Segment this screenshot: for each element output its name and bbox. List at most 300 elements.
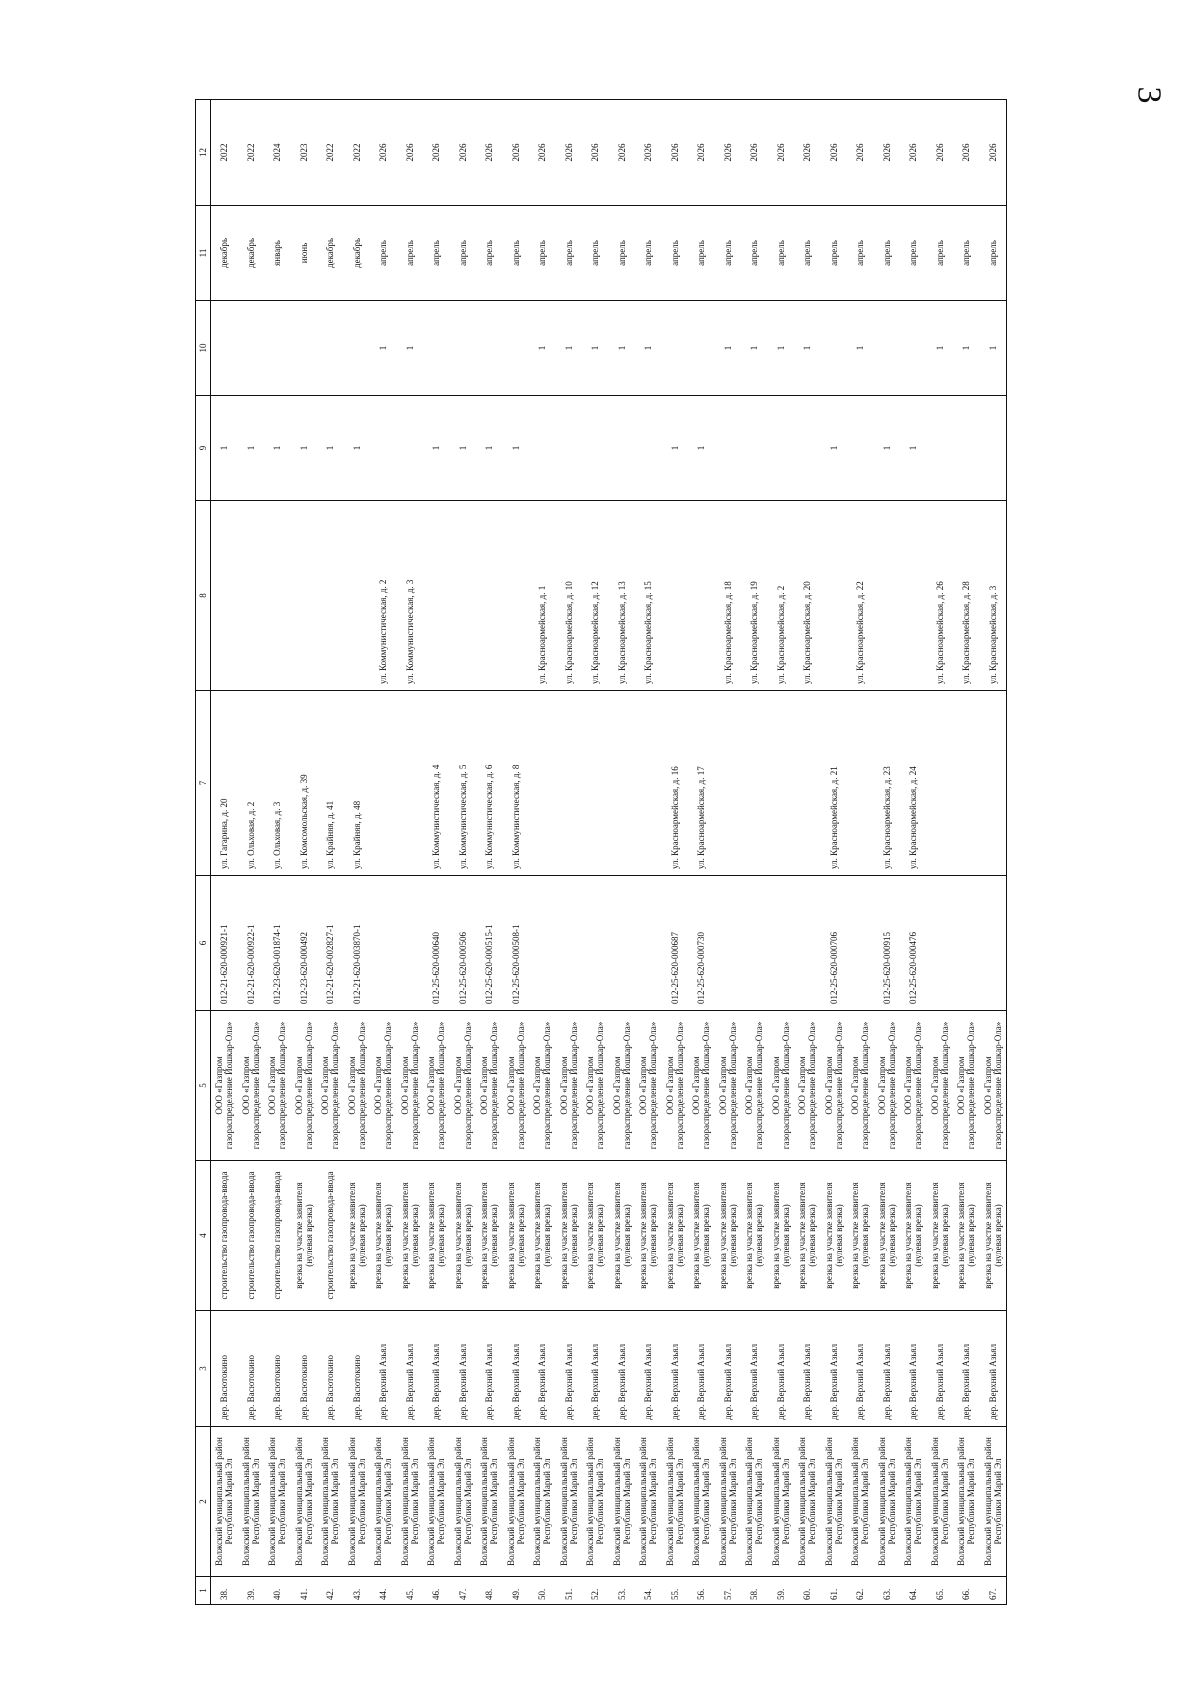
- row-number-cell: [317, 1577, 344, 1605]
- address-alt-text: ул. Красноармейская, д. 3: [987, 585, 998, 684]
- address-cell: [317, 691, 344, 876]
- work-type-cell: [900, 1161, 927, 1311]
- address-alt-cell: [291, 501, 318, 691]
- district-cell: [529, 1427, 556, 1577]
- row-number: 51.: [563, 1588, 574, 1600]
- work-type-line: (нулевая врезка): [807, 1204, 818, 1267]
- year-cell: [980, 100, 1007, 206]
- month-text: апрель: [457, 240, 468, 266]
- district-line: Волжский муниципальный район: [611, 1437, 622, 1566]
- count-alt-value: 1: [855, 345, 866, 351]
- work-type-cell: [211, 1161, 238, 1311]
- address-text: ул. Коммунистическая, д. 4: [431, 764, 442, 869]
- address-cell: [291, 691, 318, 876]
- work-type-cell: [874, 1161, 901, 1311]
- table-row: [688, 100, 715, 1605]
- application-number: 012-21-620-000922-1: [245, 924, 256, 1004]
- row-number-cell: [582, 1577, 609, 1605]
- row-number-cell: [874, 1577, 901, 1605]
- district-cell: [980, 1427, 1007, 1577]
- table-row: [423, 100, 450, 1605]
- district-line: Волжский муниципальный район: [373, 1437, 384, 1566]
- table-row: [344, 100, 371, 1605]
- application-number-cell: [768, 876, 795, 1011]
- count-value: 1: [696, 445, 707, 451]
- row-number: 46.: [431, 1588, 442, 1600]
- row-number: 58.: [749, 1588, 760, 1600]
- organization-cell: [503, 1011, 530, 1161]
- organization-line: ООО «Газпром: [346, 1056, 357, 1115]
- address-alt-cell: [980, 501, 1007, 691]
- count-alt-value: 1: [616, 345, 627, 351]
- year-text: 2026: [802, 143, 813, 162]
- application-number-cell: [476, 876, 503, 1011]
- address-alt-cell: [238, 501, 265, 691]
- settlement-text: дер. Верхний Азьял: [934, 1343, 945, 1420]
- organization-cell: [609, 1011, 636, 1161]
- work-type-line: врезка на участке заявителя: [479, 1182, 490, 1289]
- work-type-line: врезка на участке заявителя: [850, 1182, 861, 1289]
- month-cell: [317, 206, 344, 301]
- district-cell: [317, 1427, 344, 1577]
- organization-line: газораспределение Йошкар-Ола»: [807, 1021, 818, 1150]
- application-number-cell: [503, 876, 530, 1011]
- organization-line: ООО «Газпром: [558, 1056, 569, 1115]
- month-text: июнь: [298, 242, 309, 264]
- count-cell: [741, 396, 768, 501]
- month-cell: [397, 206, 424, 301]
- settlement-text: дер. Верхний Азьял: [881, 1343, 892, 1420]
- work-type-cell: [847, 1161, 874, 1311]
- row-number-cell: [423, 1577, 450, 1605]
- count-alt-cell: [980, 301, 1007, 396]
- work-type-line: строительство газопровода-ввода: [245, 1171, 256, 1300]
- address-alt-cell: [476, 501, 503, 691]
- address-text: ул. Комсомольская, д. 39: [298, 774, 309, 869]
- work-type-line: врезка на участке заявителя: [929, 1182, 940, 1289]
- year-text: 2026: [908, 143, 919, 162]
- address-cell: [662, 691, 689, 876]
- count-alt-value: 1: [590, 345, 601, 351]
- settlement-cell: [264, 1311, 291, 1427]
- count-cell: [688, 396, 715, 501]
- district-line: Волжский муниципальный район: [585, 1437, 596, 1566]
- district-line: Волжский муниципальный район: [638, 1437, 649, 1566]
- address-cell: [794, 691, 821, 876]
- address-text: ул. Гагарина, д. 20: [219, 798, 230, 869]
- count-cell: [291, 396, 318, 501]
- month-text: декабрь: [245, 238, 256, 268]
- year-cell: [715, 100, 742, 206]
- organization-line: газораспределение Йошкар-Ола»: [701, 1021, 712, 1150]
- count-alt-value: 1: [378, 345, 389, 351]
- district-line: Республики Марий Эл: [807, 1458, 818, 1545]
- district-line: Волжский муниципальный район: [664, 1437, 675, 1566]
- month-text: декабрь: [351, 238, 362, 268]
- work-type-cell: [317, 1161, 344, 1311]
- row-number-cell: [715, 1577, 742, 1605]
- work-type-line: врезка на участке заявителя: [982, 1182, 993, 1289]
- application-number: 012-23-620-000492: [298, 932, 309, 1004]
- organization-cell: [715, 1011, 742, 1161]
- month-cell: [953, 206, 980, 301]
- organization-line: газораспределение Йошкар-Ола»: [383, 1021, 394, 1150]
- count-alt-cell: [927, 301, 954, 396]
- work-type-cell: [821, 1161, 848, 1311]
- district-line: Волжский муниципальный район: [956, 1437, 967, 1566]
- organization-line: газораспределение Йошкар-Ола»: [966, 1021, 977, 1150]
- count-cell: [900, 396, 927, 501]
- month-text: апрель: [669, 240, 680, 266]
- address-alt-text: ул. Красноармейская, д. 20: [802, 581, 813, 684]
- row-number: 40.: [272, 1588, 283, 1600]
- year-cell: [476, 100, 503, 206]
- month-cell: [503, 206, 530, 301]
- work-type-line: врезка на участке заявителя: [346, 1182, 357, 1289]
- address-alt-cell: [264, 501, 291, 691]
- organization-line: газораспределение Йошкар-Ола»: [409, 1021, 420, 1150]
- settlement-text: дер. Верхний Азьял: [775, 1343, 786, 1420]
- table-row: [874, 100, 901, 1605]
- year-text: 2026: [669, 143, 680, 162]
- row-number: 53.: [616, 1588, 627, 1600]
- organization-cell: [794, 1011, 821, 1161]
- address-cell: [609, 691, 636, 876]
- district-cell: [582, 1427, 609, 1577]
- organization-cell: [450, 1011, 477, 1161]
- year-text: 2026: [855, 143, 866, 162]
- work-type-line: (нулевая врезка): [701, 1204, 712, 1267]
- count-alt-value: 1: [404, 345, 415, 351]
- district-line: Республики Марий Эл: [992, 1458, 1003, 1545]
- settlement-text: дер. Верхний Азьял: [802, 1343, 813, 1420]
- count-alt-cell: [741, 301, 768, 396]
- application-number: 012-25-620-000730: [696, 932, 707, 1004]
- address-alt-cell: [768, 501, 795, 691]
- column-header: 7: [196, 691, 211, 876]
- count-value: 1: [298, 445, 309, 451]
- address-alt-cell: [397, 501, 424, 691]
- organization-line: ООО «Газпром: [479, 1056, 490, 1115]
- district-line: Республики Марий Эл: [330, 1458, 341, 1545]
- district-line: Волжский муниципальный район: [982, 1437, 993, 1566]
- district-cell: [927, 1427, 954, 1577]
- year-cell: [953, 100, 980, 206]
- organization-line: ООО «Газпром: [691, 1056, 702, 1115]
- count-cell: [582, 396, 609, 501]
- count-cell: [503, 396, 530, 501]
- application-number-cell: [291, 876, 318, 1011]
- work-type-line: (нулевая врезка): [356, 1204, 367, 1267]
- organization-cell: [874, 1011, 901, 1161]
- address-alt-cell: [927, 501, 954, 691]
- address-alt-cell: [794, 501, 821, 691]
- organization-cell: [768, 1011, 795, 1161]
- organization-line: ООО «Газпром: [744, 1056, 755, 1115]
- work-type-line: врезка на участке заявителя: [373, 1182, 384, 1289]
- work-type-cell: [476, 1161, 503, 1311]
- district-line: Республики Марий Эл: [489, 1458, 500, 1545]
- year-cell: [397, 100, 424, 206]
- organization-cell: [900, 1011, 927, 1161]
- table-row: [317, 100, 344, 1605]
- address-alt-text: ул. Красноармейская, д. 28: [961, 581, 972, 684]
- table-row: [609, 100, 636, 1605]
- settlement-text: дер. Верхний Азьял: [537, 1343, 548, 1420]
- work-type-cell: [662, 1161, 689, 1311]
- row-number: 38.: [219, 1588, 230, 1600]
- month-cell: [211, 206, 238, 301]
- settlement-cell: [741, 1311, 768, 1427]
- settlement-cell: [847, 1311, 874, 1427]
- row-number: 42.: [325, 1588, 336, 1600]
- work-type-line: (нулевая врезка): [754, 1204, 765, 1267]
- application-number-cell: [794, 876, 821, 1011]
- district-cell: [370, 1427, 397, 1577]
- organization-line: ООО «Газпром: [876, 1056, 887, 1115]
- organization-line: газораспределение Йошкар-Ола»: [462, 1021, 473, 1150]
- district-line: Республики Марий Эл: [250, 1458, 261, 1545]
- district-line: Волжский муниципальный район: [558, 1437, 569, 1566]
- count-alt-cell: [317, 301, 344, 396]
- row-number: 47.: [457, 1588, 468, 1600]
- organization-line: газораспределение Йошкар-Ола»: [754, 1021, 765, 1150]
- address-cell: [874, 691, 901, 876]
- organization-line: газораспределение Йошкар-Ола»: [356, 1021, 367, 1150]
- year-text: 2026: [431, 143, 442, 162]
- work-type-cell: [953, 1161, 980, 1311]
- work-type-cell: [927, 1161, 954, 1311]
- address-cell: [980, 691, 1007, 876]
- table-row: [768, 100, 795, 1605]
- count-alt-cell: [344, 301, 371, 396]
- year-cell: [927, 100, 954, 206]
- address-cell: [344, 691, 371, 876]
- month-text: апрель: [378, 240, 389, 266]
- address-cell: [211, 691, 238, 876]
- row-number: 65.: [934, 1588, 945, 1600]
- work-type-cell: [291, 1161, 318, 1311]
- district-cell: [874, 1427, 901, 1577]
- organization-line: ООО «Газпром: [638, 1056, 649, 1115]
- month-cell: [741, 206, 768, 301]
- work-type-line: строительство газопровода-ввода: [272, 1171, 283, 1300]
- application-number-cell: [423, 876, 450, 1011]
- count-cell: [953, 396, 980, 501]
- application-number-cell: [821, 876, 848, 1011]
- settlement-text: дер. Васютокино: [351, 1355, 362, 1420]
- year-cell: [768, 100, 795, 206]
- column-header: 8: [196, 501, 211, 691]
- district-cell: [715, 1427, 742, 1577]
- work-type-line: врезка на участке заявителя: [717, 1182, 728, 1289]
- work-type-cell: [529, 1161, 556, 1311]
- work-type-line: (нулевая врезка): [303, 1204, 314, 1267]
- row-number: 48.: [484, 1588, 495, 1600]
- year-cell: [503, 100, 530, 206]
- count-alt-value: 1: [537, 345, 548, 351]
- work-type-cell: [423, 1161, 450, 1311]
- application-number-cell: [900, 876, 927, 1011]
- work-type-line: строительство газопровода-ввода: [325, 1171, 336, 1300]
- settlement-text: дер. Верхний Азьял: [431, 1343, 442, 1420]
- address-cell: [635, 691, 662, 876]
- district-line: Волжский муниципальный район: [214, 1437, 225, 1566]
- address-alt-cell: [370, 501, 397, 691]
- application-number-cell: [635, 876, 662, 1011]
- count-value: 1: [245, 445, 256, 451]
- organization-cell: [344, 1011, 371, 1161]
- gas-connection-table: [195, 99, 1007, 1605]
- count-cell: [344, 396, 371, 501]
- address-text: ул. Красноармейская, д. 17: [696, 766, 707, 869]
- application-number-cell: [450, 876, 477, 1011]
- settlement-text: дер. Верхний Азьял: [457, 1343, 468, 1420]
- district-line: Волжский муниципальный район: [505, 1437, 516, 1566]
- organization-line: ООО «Газпром: [585, 1056, 596, 1115]
- address-cell: [953, 691, 980, 876]
- settlement-cell: [900, 1311, 927, 1427]
- month-text: апрель: [987, 240, 998, 266]
- count-alt-value: 1: [749, 345, 760, 351]
- settlement-cell: [317, 1311, 344, 1427]
- district-line: Волжский муниципальный район: [770, 1437, 781, 1566]
- year-cell: [450, 100, 477, 206]
- address-text: ул. Красноармейская, д. 21: [828, 766, 839, 869]
- address-alt-text: ул. Красноармейская, д. 22: [855, 581, 866, 684]
- year-text: 2026: [537, 143, 548, 162]
- application-number-cell: [609, 876, 636, 1011]
- work-type-cell: [503, 1161, 530, 1311]
- count-cell: [397, 396, 424, 501]
- work-type-line: врезка на участке заявителя: [691, 1182, 702, 1289]
- settlement-text: дер. Васютокино: [325, 1355, 336, 1420]
- work-type-line: (нулевая врезка): [595, 1204, 606, 1267]
- organization-line: ООО «Газпром: [532, 1056, 543, 1115]
- organization-line: ООО «Газпром: [982, 1056, 993, 1115]
- count-cell: [874, 396, 901, 501]
- address-text: ул. Коммунистическая, д. 6: [484, 764, 495, 869]
- work-type-line: врезка на участке заявителя: [823, 1182, 834, 1289]
- work-type-line: (нулевая врезка): [886, 1204, 897, 1267]
- district-line: Республики Марий Эл: [701, 1458, 712, 1545]
- address-alt-cell: [635, 501, 662, 691]
- application-number-cell: [211, 876, 238, 1011]
- settlement-text: дер. Верхний Азьял: [987, 1343, 998, 1420]
- row-number-cell: [450, 1577, 477, 1605]
- address-alt-text: ул. Красноармейская, д. 19: [749, 581, 760, 684]
- row-number-cell: [609, 1577, 636, 1605]
- address-cell: [423, 691, 450, 876]
- address-cell: [529, 691, 556, 876]
- year-text: 2026: [934, 143, 945, 162]
- row-number-cell: [238, 1577, 265, 1605]
- organization-cell: [556, 1011, 583, 1161]
- month-cell: [927, 206, 954, 301]
- settlement-cell: [450, 1311, 477, 1427]
- address-alt-text: ул. Красноармейская, д. 15: [643, 581, 654, 684]
- work-type-cell: [635, 1161, 662, 1311]
- organization-line: ООО «Газпром: [956, 1056, 967, 1115]
- settlement-cell: [609, 1311, 636, 1427]
- district-line: Волжский муниципальный район: [929, 1437, 940, 1566]
- application-number-cell: [529, 876, 556, 1011]
- work-type-line: (нулевая врезка): [383, 1204, 394, 1267]
- count-value: 1: [272, 445, 283, 451]
- count-alt-cell: [662, 301, 689, 396]
- settlement-cell: [794, 1311, 821, 1427]
- count-cell: [768, 396, 795, 501]
- address-cell: [370, 691, 397, 876]
- district-line: Волжский муниципальный район: [717, 1437, 728, 1566]
- row-number: 45.: [404, 1588, 415, 1600]
- count-alt-cell: [397, 301, 424, 396]
- year-cell: [582, 100, 609, 206]
- month-text: апрель: [431, 240, 442, 266]
- count-alt-cell: [821, 301, 848, 396]
- month-cell: [582, 206, 609, 301]
- organization-cell: [238, 1011, 265, 1161]
- year-text: 2024: [272, 143, 283, 162]
- address-cell: [927, 691, 954, 876]
- district-line: Волжский муниципальный район: [744, 1437, 755, 1566]
- table-body: [211, 100, 1007, 1605]
- count-cell: [238, 396, 265, 501]
- year-text: 2026: [961, 143, 972, 162]
- organization-line: ООО «Газпром: [452, 1056, 463, 1115]
- organization-cell: [264, 1011, 291, 1161]
- address-text: ул. Крайняя, д. 48: [351, 800, 362, 869]
- address-cell: [238, 691, 265, 876]
- year-cell: [529, 100, 556, 206]
- row-number-cell: [980, 1577, 1007, 1605]
- district-line: Республики Марий Эл: [568, 1458, 579, 1545]
- organization-line: ООО «Газпром: [664, 1056, 675, 1115]
- application-number: 012-25-620-000640: [431, 932, 442, 1004]
- year-cell: [238, 100, 265, 206]
- settlement-cell: [423, 1311, 450, 1427]
- row-number-cell: [291, 1577, 318, 1605]
- settlement-cell: [688, 1311, 715, 1427]
- address-alt-cell: [450, 501, 477, 691]
- organization-line: ООО «Газпром: [214, 1056, 225, 1115]
- year-cell: [291, 100, 318, 206]
- district-line: Республики Марий Эл: [886, 1458, 897, 1545]
- column-header: 11: [196, 206, 211, 301]
- district-cell: [211, 1427, 238, 1577]
- month-text: апрель: [616, 240, 627, 266]
- organization-line: газораспределение Йошкар-Ола»: [250, 1021, 261, 1150]
- district-line: Республики Марий Эл: [780, 1458, 791, 1545]
- work-type-line: (нулевая врезка): [674, 1204, 685, 1267]
- settlement-cell: [927, 1311, 954, 1427]
- district-line: Волжский муниципальный район: [850, 1437, 861, 1566]
- month-cell: [423, 206, 450, 301]
- month-text: апрель: [855, 240, 866, 266]
- row-number-cell: [662, 1577, 689, 1605]
- count-alt-cell: [476, 301, 503, 396]
- row-number-cell: [953, 1577, 980, 1605]
- district-line: Волжский муниципальный район: [797, 1437, 808, 1566]
- count-alt-cell: [291, 301, 318, 396]
- organization-cell: [847, 1011, 874, 1161]
- count-value: 1: [828, 445, 839, 451]
- address-cell: [264, 691, 291, 876]
- district-line: Республики Марий Эл: [542, 1458, 553, 1545]
- work-type-line: (нулевая врезка): [568, 1204, 579, 1267]
- address-text: ул. Коммунистическая, д. 5: [457, 764, 468, 869]
- table-row: [794, 100, 821, 1605]
